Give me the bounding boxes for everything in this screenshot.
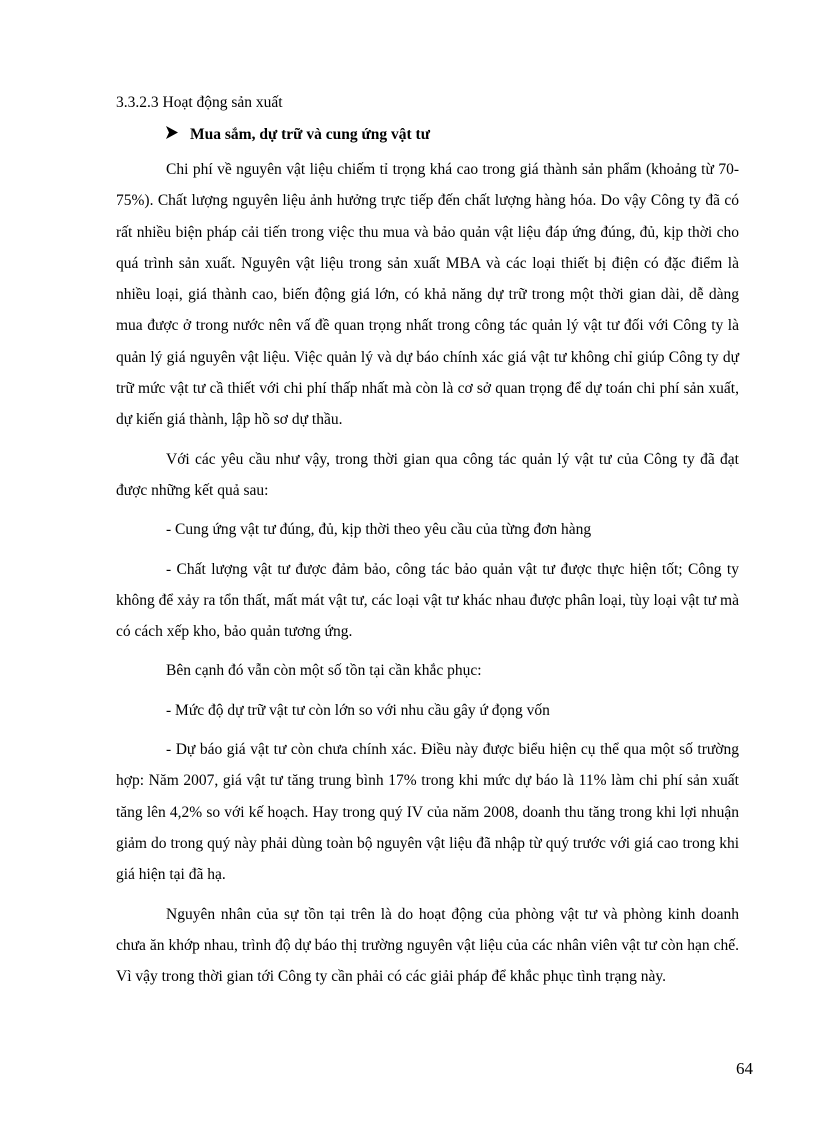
document-page — [116, 92, 739, 992]
section-heading: 3.3.2.3 Hoạt động sản xuất — [116, 94, 283, 111]
paragraph-1: Chi phí về nguyên vật liệu chiếm tỉ trọng khá cao trong giá thành sản phẩm (khoảng từ 70-75%). Chất lượng nguyên liệu ảnh hưởng trực tiếp đến chất lượng hàng hóa. Do vậy Công ty đã có rất nhiều biện pháp cải tiến trong việc thu mua và bảo quản vật liệu đáp ứng đúng, đủ, kịp thời cho quá trình sản xuất. Nguyên vật liệu trong sản xuất MBA và các loại thiết bị điện có đặc điểm là nhiều loại, giá thành cao, biến động giá lớn, có khả năng dự trữ trong một thời gian dài, dễ dàng mua được ở trong nước nên vấ đề quan trọng nhất trong công tác quản lý vật tư đối với Công ty là quản lý giá nguyên vật liệu. Việc quản lý và dự báo chính xác giá vật tư không chỉ giúp Công ty dự trữ mức vật tư cầ thiết với chi phí thấp nhất mà còn là cơ sở quan trọng để dự toán chi phí sản xuất, dự kiến giá thành, lập hồ sơ dự thầu. — [116, 161, 739, 429]
subheading — [166, 124, 739, 146]
paragraph-2: Với các yêu cầu như vậy, trong thời gian qua công tác quản lý vật tư của Công ty đã đạt được những kết quả sau: — [116, 450, 739, 499]
paragraph-4: Nguyên nhân của sự tồn tại trên là do hoạt động của phòng vật tư và phòng kinh doanh chưa ăn khớp nhau, trình độ dự báo thị trường nguyên vật liệu của các nhân viên vật tư còn hạn chế. Vì vậy trong thời gian tới Công ty cần phải có các giải pháp để khắc phục tình trạng này. — [116, 905, 739, 986]
list-item-2: - Chất lượng vật tư được đảm bảo, công tác bảo quản vật tư được thực hiện tốt; Công ty không để xảy ra tổn thất, mất mát vật tư, các loại vật tư khác nhau được phân loại, tùy loại vật tư mà có cách xếp kho, bảo quản tương ứng. — [116, 560, 739, 641]
arrow-bullet-icon — [166, 124, 178, 146]
subheading-text: Mua sắm, dự trữ và cung ứng vật tư — [190, 126, 431, 143]
list-item-4: - Dự báo giá vật tư còn chưa chính xác. Điều này được biểu hiện cụ thể qua một số trường hợp: Năm 2007, giá vật tư tăng trung bình 17% trong khi mức dự báo là 11% làm chi phí sản xuất tăng lên 4,2% so với kế hoạch. Hay trong quý IV của năm 2008, doanh thu tăng trong khi lợi nhuận giảm do trong quý này phải dùng toàn bộ nguyên vật liệu đã nhập từ quý trước với giá cao trong khi giá hiện tại đã hạ. — [116, 741, 739, 884]
list-item-1: - Cung ứng vật tư đúng, đủ, kịp thời theo yêu cầu của từng đơn hàng — [166, 521, 592, 539]
list-item-3: - Mức độ dự trữ vật tư còn lớn so với nhu cầu gây ứ đọng vốn — [166, 701, 550, 719]
paragraph-3: Bên cạnh đó vẫn còn một số tồn tại cần khắc phục: — [166, 662, 482, 680]
page-number: 64 — [736, 1059, 753, 1078]
